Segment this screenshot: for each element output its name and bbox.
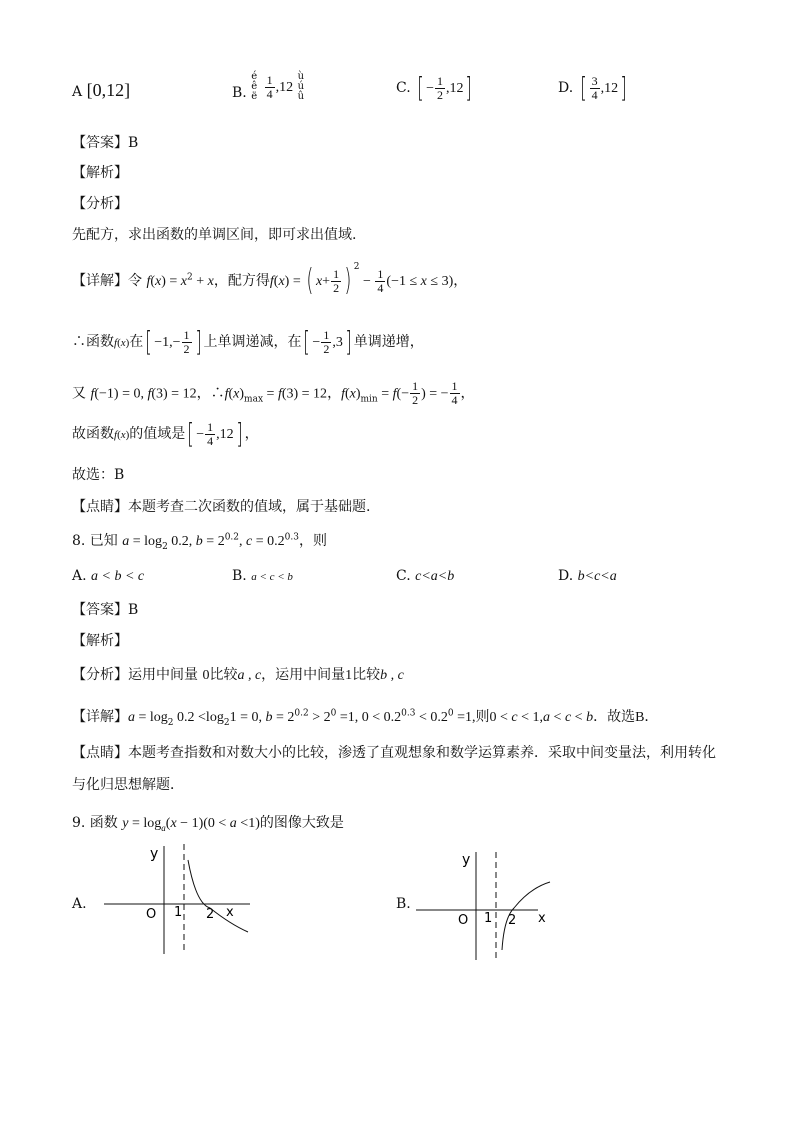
q7-option-b[interactable] (232, 72, 306, 102)
q7-detail-line3: 又 f(−1) = 0, f(3) = 12，$\therefore f(x)_{max} = f(3) = 12$，$f(x)_{min} = f(-$ $\frac{1}{2}$ ) = − $\frac{1}{4}$ ， (72, 379, 475, 407)
x-label: x (226, 905, 234, 920)
q8-analysis-head: 【解析】 (72, 633, 128, 649)
q8-stem: 8. 已知 $a = \log_2 0.2$, $b = 2^{0.2}$, $c = 0.2^{0.3}$，则 (72, 532, 327, 552)
option-letter: C. (396, 80, 411, 96)
q9-graph-b[interactable] (414, 846, 574, 966)
tick-label-2: 2 (206, 907, 215, 922)
fraction: $\frac{3}{4}$ (591, 73, 598, 102)
q9-graph-a[interactable] (100, 840, 260, 960)
option-math: [0,12] (86, 80, 131, 100)
q8-comment-line2: 与化归思想解题． (72, 777, 184, 793)
origin-label: O (146, 907, 157, 922)
option-letter: A. (72, 568, 87, 584)
q7-option-c[interactable]: C. [ − $\frac{1}{2}$ ,12] (396, 71, 473, 104)
bracket-left: [ (579, 71, 587, 104)
fraction: $\frac{1}{4}$ (266, 72, 273, 101)
q8-option-c[interactable] (396, 568, 454, 585)
q9-option-b[interactable]: B. (396, 896, 411, 912)
log-curve (188, 860, 248, 932)
option-math: b<c<a (577, 569, 617, 584)
option-math: c<a<b (415, 569, 455, 584)
q8-option-b[interactable] (232, 568, 293, 584)
bracket-right: ] (620, 71, 627, 104)
option-letter: C. (396, 568, 411, 584)
q9-option-a[interactable]: A. (72, 896, 87, 912)
bracket-right: ] (465, 71, 473, 104)
q8-comment-line1: 【点睛】本题考查指数和对数大小的比较，渗透了直观想象和数学运算素养．采取中间变量法，利用转化 (72, 745, 716, 761)
q7-choose: 故选：B (72, 467, 125, 483)
tick-label-1: 1 (484, 911, 493, 926)
q7-fenxi-head: 【分析】 (72, 196, 128, 212)
q8-answer: 【答案】B (72, 602, 139, 618)
q7-option-a[interactable] (72, 80, 130, 101)
q7-option-d[interactable] (558, 71, 629, 104)
q7-detail-line4: 故函数f(x)的值域是[ − $\frac{1}{4}$ ,12] ， (72, 417, 259, 450)
q7-answer: 【答案】B (72, 135, 139, 151)
option-math: a < b < c (91, 569, 145, 584)
option-letter: B. (232, 85, 247, 101)
q8-detail: 【详解】$a = \log_2 0.2 <\log_21 = 0$, $b = 2^{0.2} > 2^0 =1$, $0 < 0.2^{0.3} < 0.2^0 =1$,则0 < c < 1,a < c < b．故选B． (72, 708, 659, 728)
option-rest: ,12 (600, 81, 619, 96)
q8-fenxi: 【分析】运用中间量 0比较a , c，运用中间量1比较b , c (72, 667, 404, 683)
option-letter: D. (558, 80, 574, 96)
option-math: a < c < b (251, 571, 293, 583)
garbled-bracket-right: ù ú û (297, 71, 305, 102)
option-letter: D. (558, 568, 574, 584)
option-rest: ,12 (445, 81, 464, 96)
q7-analysis-head: 【解析】 (72, 165, 128, 181)
option-rest: ,12 (275, 80, 294, 95)
option-letter: B. (232, 568, 247, 584)
y-label: y (462, 852, 471, 868)
y-label: y (150, 846, 159, 862)
option-letter: A (72, 84, 83, 100)
tick-label-1: 1 (174, 905, 183, 920)
fraction: $\frac{1}{2}$ (436, 73, 443, 102)
q7-detail-line2: ∴函数f(x)在[ −1,− $\frac{1}{2}$ ] 上单调递减，在[ − $\frac{1}{2}$ ,3] 单调递增， (72, 325, 424, 358)
q8-option-a[interactable] (72, 568, 144, 585)
garbled-bracket-left: é ê ë (251, 71, 258, 102)
bracket-left: [ (417, 71, 424, 104)
q9-stem: 9. 函数 $y = \log_a(x - 1)(0 < a <1)$的图像大致是 (72, 815, 344, 833)
x-label: x (538, 911, 546, 926)
tick-label-2: 2 (508, 913, 517, 928)
q7-fenxi-text: 先配方，求出函数的单调区间，即可求出值域. (72, 227, 357, 243)
origin-label: O (458, 913, 469, 928)
q7-detail-line1: 【详解】令 $f(x) = x^2 + x$，配方得f(x) = ( x+ $\frac{1}{2}$ ) $^2$ − $\frac{1}{4}$ (−1 ≤ x ≤ 3)， (72, 262, 468, 298)
q8-option-d[interactable] (558, 568, 617, 585)
q7-comment: 【点睛】本题考查二次函数的值域，属于基础题. (72, 499, 371, 515)
